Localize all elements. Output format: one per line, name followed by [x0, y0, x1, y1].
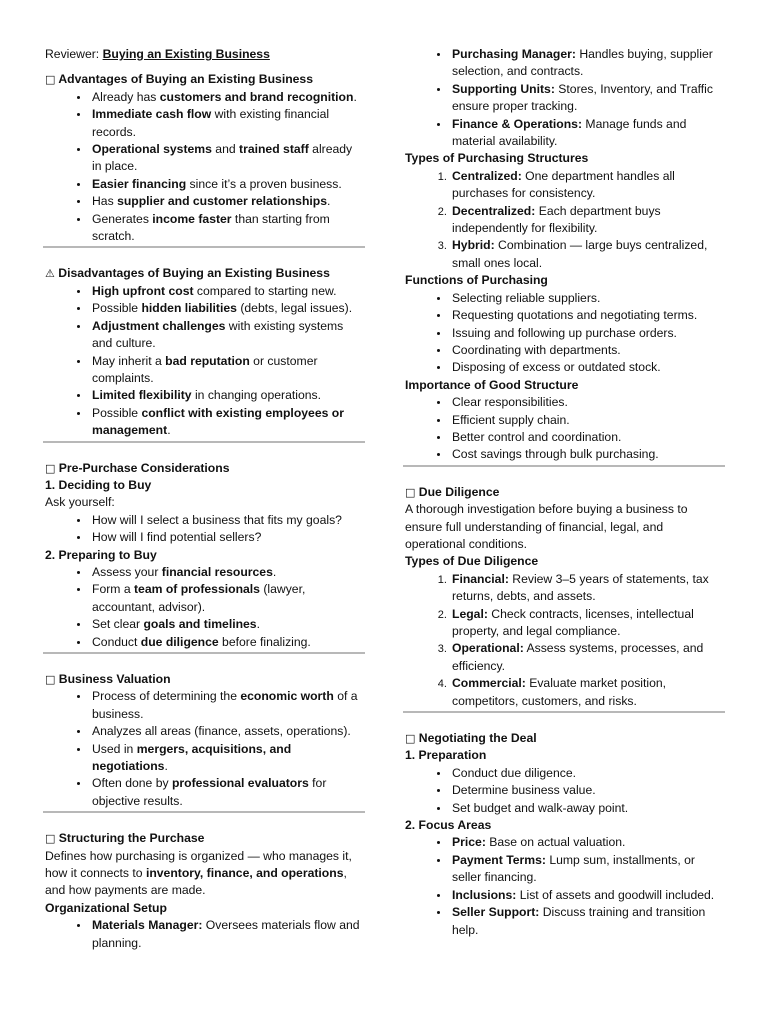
due-diligence-section — [405, 484, 723, 710]
list-item: 3. Hybrid: Combination — large buys centralized, small ones local. — [450, 237, 723, 272]
warning-icon: ⚠ — [45, 267, 55, 281]
checkbox-icon: □ — [45, 461, 56, 475]
due-diligence-description: A thorough investigation before buying a business to ensure full understanding of financial, legal, and operational conditions. — [405, 502, 688, 551]
preparing-subheading: 2. Preparing to Buy — [45, 547, 157, 562]
list-item: • Easier financing since it’s a proven business. — [90, 176, 363, 193]
list-item: 2. Decentralized: Each department buys independently for flexibility. — [450, 203, 723, 238]
list-item: • Supporting Units: Stores, Inventory, and Traffic ensure proper tracking. — [450, 81, 723, 116]
checkbox-icon: □ — [405, 485, 416, 499]
list-item: 2. Legal: Check contracts, licenses, intellectual property, and legal compliance. — [450, 606, 723, 641]
list-item: • Materials Manager: Oversees materials flow and planning. — [90, 917, 363, 952]
list-item: • Efficient supply chain. — [450, 412, 723, 429]
list-item: • Better control and coordination. — [450, 429, 723, 446]
checkbox-icon: □ — [405, 732, 416, 746]
structuring-heading: □ Structuring the Purchase — [45, 831, 205, 846]
valuation-section — [45, 671, 363, 810]
valuation-heading: □ Business Valuation — [45, 672, 171, 686]
disadvantages-section — [45, 265, 363, 439]
functions-heading: Functions of Purchasing — [405, 273, 548, 288]
preparation-list — [405, 765, 723, 817]
deciding-subheading: 1. Deciding to Buy — [45, 477, 152, 492]
focus-areas-subheading: 2. Focus Areas — [405, 818, 492, 833]
list-item: • Requesting quotations and negotiating terms. — [450, 307, 723, 324]
section-divider — [403, 711, 725, 713]
list-item: • Generates income faster than starting from scratch. — [90, 211, 363, 246]
list-item: • Analyzes all areas (finance, assets, operations). — [90, 723, 363, 740]
prepurchase-section — [45, 460, 363, 651]
list-item: • Seller Support: Discuss training and transition help. — [450, 904, 723, 939]
list-item: • Price: Base on actual valuation. — [450, 834, 723, 851]
list-item: • Selecting reliable suppliers. — [450, 290, 723, 307]
ask-list — [45, 512, 363, 547]
valuation-list — [45, 688, 363, 810]
list-item: • Finance & Operations: Manage funds and material availability. — [450, 116, 723, 151]
list-item: • Inclusions: List of assets and goodwill included. — [450, 887, 723, 904]
list-item: 1. Financial: Review 3–5 years of statements, tax returns, debts, and assets. — [450, 571, 723, 606]
title-main: Buying an Existing Business — [102, 47, 270, 61]
list-item: • Cost savings through bulk purchasing. — [450, 446, 723, 463]
ask-label: Ask yourself: — [45, 495, 115, 510]
negotiating-section — [405, 730, 723, 939]
list-item: 4. Commercial: Evaluate market position, competitors, customers, and risks. — [450, 675, 723, 710]
list-item: • Adjustment challenges with existing systems and culture. — [90, 318, 363, 353]
structuring-section — [45, 830, 363, 952]
purchasing-structures-heading: Types of Purchasing Structures — [405, 151, 589, 166]
structuring-continued — [405, 46, 723, 464]
negotiating-heading: □ Negotiating the Deal — [405, 731, 537, 746]
list-item: 3. Operational: Assess systems, processes, and efficiency. — [450, 640, 723, 675]
advantages-list — [45, 89, 363, 246]
due-diligence-heading: □ Due Diligence — [405, 484, 500, 499]
section-divider — [403, 465, 725, 467]
advantages-heading: □ Advantages of Buying an Existing Business — [45, 72, 313, 87]
section-divider — [43, 811, 365, 813]
list-item: • Payment Terms: Lump sum, installments, or seller financing. — [450, 852, 723, 887]
focus-areas-list — [405, 834, 723, 938]
checkbox-icon: □ — [45, 73, 56, 87]
prepurchase-heading: □ Pre-Purchase Considerations — [45, 460, 230, 475]
list-item: • Set clear goals and timelines. — [90, 616, 363, 633]
list-item: • Has supplier and customer relationships. — [90, 193, 363, 210]
list-item: • Purchasing Manager: Handles buying, supplier selection, and contracts. — [450, 46, 723, 81]
title-prefix: Reviewer: — [45, 47, 103, 61]
functions-list — [405, 290, 723, 377]
org-setup-list-left — [45, 917, 363, 952]
preparation-subheading: 1. Preparation — [405, 748, 487, 763]
list-item: • High upfront cost compared to starting new. — [90, 283, 363, 300]
checkbox-icon: □ — [45, 673, 56, 686]
due-diligence-types-list — [405, 571, 723, 710]
document-title — [45, 46, 363, 63]
list-item: • How will I select a business that fits my goals? — [90, 512, 363, 529]
importance-heading: Importance of Good Structure — [405, 377, 579, 392]
list-item: • Disposing of excess or outdated stock. — [450, 359, 723, 376]
section-divider — [43, 246, 365, 248]
list-item: • May inherit a bad reputation or customer complaints. — [90, 353, 363, 388]
list-item: • Immediate cash flow with existing financial records. — [90, 106, 363, 141]
section-divider — [43, 441, 365, 443]
disadvantages-heading: ⚠ Disadvantages of Buying an Existing Business — [45, 266, 330, 281]
list-item: • Possible conflict with existing employees or management. — [90, 405, 363, 440]
section-divider — [43, 652, 365, 654]
list-item: • Used in mergers, acquisitions, and negotiations. — [90, 741, 363, 776]
list-item: • Form a team of professionals (lawyer, accountant, advisor). — [90, 581, 363, 616]
org-setup-heading: Organizational Setup — [45, 900, 167, 915]
list-item: • Limited flexibility in changing operations. — [90, 387, 363, 404]
purchasing-structures-list — [405, 168, 723, 272]
list-item: • Already has customers and brand recognition. — [90, 89, 363, 106]
structuring-description: Defines how purchasing is organized — who manages it, how it connects to inventory, finance, and operations, and how payments are made. — [45, 848, 352, 898]
left-column — [45, 46, 363, 952]
list-item: • Clear responsibilities. — [450, 394, 723, 411]
checkbox-icon: □ — [45, 832, 56, 846]
list-item: • Assess your financial resources. — [90, 564, 363, 581]
list-item: • Possible hidden liabilities (debts, legal issues). — [90, 300, 363, 317]
right-column — [405, 46, 723, 939]
list-item: • Set budget and walk-away point. — [450, 800, 723, 817]
preparing-list — [45, 564, 363, 651]
list-item: • Conduct due diligence before finalizing. — [90, 634, 363, 651]
list-item: • Coordinating with departments. — [450, 342, 723, 359]
disadvantages-list — [45, 283, 363, 440]
importance-list — [405, 394, 723, 464]
list-item: • How will I find potential sellers? — [90, 529, 363, 546]
advantages-section — [45, 71, 363, 245]
list-item: • Often done by professional evaluators for objective results. — [90, 775, 363, 810]
list-item: • Determine business value. — [450, 782, 723, 799]
org-setup-list-right — [405, 46, 723, 150]
list-item: 1. Centralized: One department handles all purchases for consistency. — [450, 168, 723, 203]
list-item: • Operational systems and trained staff already in place. — [90, 141, 363, 176]
list-item: • Conduct due diligence. — [450, 765, 723, 782]
due-diligence-types-heading: Types of Due Diligence — [405, 554, 539, 569]
list-item: • Issuing and following up purchase orders. — [450, 325, 723, 342]
list-item: • Process of determining the economic worth of a business. — [90, 688, 363, 723]
